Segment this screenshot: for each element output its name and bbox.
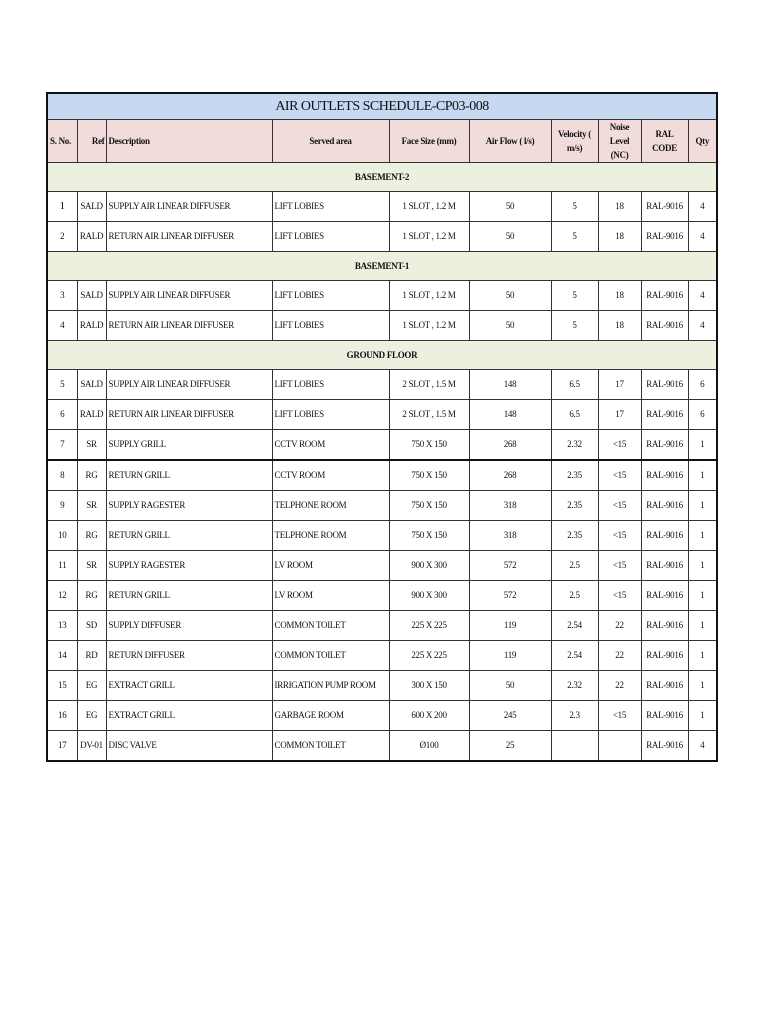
cell-description: SUPPLY AIR LINEAR DIFFUSER [106, 281, 272, 311]
cell-served-area: LIFT LOBIES [272, 222, 389, 252]
header-face-size: Face Size (mm) [389, 120, 469, 163]
cell-served-area: LIFT LOBIES [272, 192, 389, 222]
table-row [47, 370, 717, 400]
cell-ref: SALD [77, 370, 106, 400]
section-title: GROUND FLOOR [47, 341, 717, 370]
cell-noise-level: 22 [598, 671, 641, 701]
cell-description: EXTRACT GRILL [106, 701, 272, 731]
cell-ral-code: RAL-9016 [641, 491, 688, 521]
cell-description: SUPPLY AIR LINEAR DIFFUSER [106, 192, 272, 222]
cell-sno: 13 [47, 611, 77, 641]
header-served-area: Served area [272, 120, 389, 163]
header-ral-code: RAL CODE [641, 120, 688, 163]
cell-face-size: 1 SLOT , 1.2 M [389, 192, 469, 222]
cell-noise-level: 18 [598, 281, 641, 311]
cell-sno: 11 [47, 551, 77, 581]
cell-qty: 6 [688, 400, 717, 430]
cell-sno: 17 [47, 731, 77, 762]
cell-air-flow: 268 [469, 460, 551, 491]
cell-description: RETURN AIR LINEAR DIFFUSER [106, 222, 272, 252]
cell-served-area: LIFT LOBIES [272, 311, 389, 341]
cell-qty: 1 [688, 551, 717, 581]
cell-ref: RD [77, 641, 106, 671]
cell-sno: 7 [47, 430, 77, 461]
cell-served-area: TELPHONE ROOM [272, 521, 389, 551]
header-noise-level: Noise Level (NC) [598, 120, 641, 163]
cell-air-flow: 50 [469, 222, 551, 252]
cell-ral-code: RAL-9016 [641, 192, 688, 222]
table-row [47, 311, 717, 341]
cell-ral-code: RAL-9016 [641, 311, 688, 341]
cell-served-area: CCTV ROOM [272, 430, 389, 461]
table-row [47, 641, 717, 671]
cell-sno: 10 [47, 521, 77, 551]
cell-noise-level: <15 [598, 521, 641, 551]
cell-face-size: 1 SLOT , 1.2 M [389, 281, 469, 311]
table-row [47, 551, 717, 581]
cell-description: RETURN GRILL [106, 581, 272, 611]
cell-noise-level: 17 [598, 370, 641, 400]
cell-served-area: COMMON TOILET [272, 641, 389, 671]
cell-velocity: 2.3 [551, 701, 598, 731]
table-row [47, 222, 717, 252]
cell-face-size: 900 X 300 [389, 551, 469, 581]
cell-served-area: IRRIGATION PUMP ROOM [272, 671, 389, 701]
cell-velocity: 2.54 [551, 611, 598, 641]
cell-noise-level: <15 [598, 430, 641, 461]
cell-qty: 4 [688, 222, 717, 252]
cell-noise-level: <15 [598, 460, 641, 491]
section-row [47, 252, 717, 281]
cell-served-area: TELPHONE ROOM [272, 491, 389, 521]
cell-air-flow: 148 [469, 400, 551, 430]
cell-served-area: LIFT LOBIES [272, 400, 389, 430]
cell-qty: 1 [688, 521, 717, 551]
cell-served-area: LV ROOM [272, 581, 389, 611]
cell-ral-code: RAL-9016 [641, 521, 688, 551]
table-row [47, 671, 717, 701]
schedule-body [47, 163, 717, 762]
cell-face-size: 600 X 200 [389, 701, 469, 731]
cell-ref: SR [77, 491, 106, 521]
cell-face-size: 750 X 150 [389, 521, 469, 551]
table-row [47, 491, 717, 521]
cell-ref: RG [77, 581, 106, 611]
cell-qty: 1 [688, 641, 717, 671]
cell-air-flow: 50 [469, 311, 551, 341]
cell-qty: 1 [688, 581, 717, 611]
table-row [47, 281, 717, 311]
cell-velocity: 6.5 [551, 370, 598, 400]
cell-air-flow: 50 [469, 192, 551, 222]
cell-noise-level: 22 [598, 641, 641, 671]
air-outlets-schedule-sheet [46, 92, 716, 762]
table-row [47, 521, 717, 551]
cell-served-area: COMMON TOILET [272, 611, 389, 641]
cell-ref: SR [77, 430, 106, 461]
schedule-title: AIR OUTLETS SCHEDULE-CP03-008 [47, 93, 717, 120]
header-air-flow: Air Flow ( l/s) [469, 120, 551, 163]
header-sno: S. No. [47, 120, 77, 163]
cell-ref: SALD [77, 192, 106, 222]
cell-sno: 2 [47, 222, 77, 252]
cell-description: RETURN DIFFUSER [106, 641, 272, 671]
cell-qty: 1 [688, 701, 717, 731]
cell-noise-level: <15 [598, 581, 641, 611]
cell-velocity: 2.54 [551, 641, 598, 671]
cell-air-flow: 119 [469, 641, 551, 671]
cell-air-flow: 119 [469, 611, 551, 641]
header-ref: Ref [77, 120, 106, 163]
cell-air-flow: 268 [469, 430, 551, 461]
cell-sno: 5 [47, 370, 77, 400]
cell-velocity: 2.32 [551, 671, 598, 701]
cell-sno: 8 [47, 460, 77, 491]
cell-ral-code: RAL-9016 [641, 222, 688, 252]
title-row [47, 93, 717, 120]
cell-served-area: GARBAGE ROOM [272, 701, 389, 731]
cell-noise-level: <15 [598, 491, 641, 521]
cell-served-area: LIFT LOBIES [272, 281, 389, 311]
cell-ral-code: RAL-9016 [641, 701, 688, 731]
cell-air-flow: 245 [469, 701, 551, 731]
cell-ref: EG [77, 671, 106, 701]
cell-air-flow: 572 [469, 551, 551, 581]
section-row [47, 341, 717, 370]
cell-face-size: 900 X 300 [389, 581, 469, 611]
cell-velocity: 2.5 [551, 581, 598, 611]
cell-sno: 15 [47, 671, 77, 701]
cell-qty: 1 [688, 491, 717, 521]
cell-description: SUPPLY AIR LINEAR DIFFUSER [106, 370, 272, 400]
cell-noise-level: 18 [598, 311, 641, 341]
table-row [47, 460, 717, 491]
cell-qty: 1 [688, 611, 717, 641]
cell-served-area: LIFT LOBIES [272, 370, 389, 400]
cell-served-area: LV ROOM [272, 551, 389, 581]
cell-air-flow: 572 [469, 581, 551, 611]
cell-sno: 16 [47, 701, 77, 731]
cell-face-size: Ø100 [389, 731, 469, 762]
cell-face-size: 1 SLOT , 1.2 M [389, 311, 469, 341]
cell-air-flow: 50 [469, 671, 551, 701]
cell-sno: 12 [47, 581, 77, 611]
cell-qty: 4 [688, 731, 717, 762]
cell-ref: SALD [77, 281, 106, 311]
cell-ref: DV-01 [77, 731, 106, 762]
cell-noise-level [598, 731, 641, 762]
cell-ral-code: RAL-9016 [641, 611, 688, 641]
cell-noise-level: 22 [598, 611, 641, 641]
cell-face-size: 2 SLOT , 1.5 M [389, 370, 469, 400]
table-row [47, 192, 717, 222]
cell-sno: 3 [47, 281, 77, 311]
cell-ral-code: RAL-9016 [641, 731, 688, 762]
table-row [47, 430, 717, 461]
cell-qty: 4 [688, 192, 717, 222]
cell-ref: RG [77, 460, 106, 491]
cell-description: SUPPLY RAGESTER [106, 551, 272, 581]
cell-ral-code: RAL-9016 [641, 641, 688, 671]
cell-velocity: 2.5 [551, 551, 598, 581]
cell-ref: RG [77, 521, 106, 551]
cell-description: RETURN GRILL [106, 460, 272, 491]
cell-noise-level: <15 [598, 701, 641, 731]
table-row [47, 731, 717, 762]
cell-face-size: 300 X 150 [389, 671, 469, 701]
header-qty: Qty [688, 120, 717, 163]
cell-description: RETURN AIR LINEAR DIFFUSER [106, 400, 272, 430]
cell-noise-level: 18 [598, 192, 641, 222]
cell-air-flow: 318 [469, 521, 551, 551]
header-velocity: Velocity ( m/s) [551, 120, 598, 163]
cell-qty: 4 [688, 311, 717, 341]
cell-sno: 6 [47, 400, 77, 430]
cell-sno: 1 [47, 192, 77, 222]
cell-velocity: 2.35 [551, 460, 598, 491]
cell-noise-level: 18 [598, 222, 641, 252]
cell-qty: 1 [688, 671, 717, 701]
cell-velocity: 5 [551, 311, 598, 341]
cell-sno: 9 [47, 491, 77, 521]
table-row [47, 611, 717, 641]
cell-ref: RALD [77, 222, 106, 252]
cell-sno: 4 [47, 311, 77, 341]
cell-face-size: 750 X 150 [389, 430, 469, 461]
cell-ref: EG [77, 701, 106, 731]
cell-face-size: 225 X 225 [389, 611, 469, 641]
cell-description: SUPPLY DIFFUSER [106, 611, 272, 641]
cell-ral-code: RAL-9016 [641, 460, 688, 491]
cell-description: RETURN GRILL [106, 521, 272, 551]
cell-sno: 14 [47, 641, 77, 671]
cell-face-size: 750 X 150 [389, 491, 469, 521]
cell-velocity: 5 [551, 222, 598, 252]
cell-qty: 6 [688, 370, 717, 400]
cell-description: SUPPLY GRILL [106, 430, 272, 461]
schedule-table [46, 92, 718, 762]
cell-ref: SD [77, 611, 106, 641]
cell-served-area: COMMON TOILET [272, 731, 389, 762]
cell-velocity: 2.35 [551, 521, 598, 551]
header-description: Description [106, 120, 272, 163]
cell-ral-code: RAL-9016 [641, 551, 688, 581]
cell-description: DISC VALVE [106, 731, 272, 762]
cell-velocity [551, 731, 598, 762]
cell-face-size: 2 SLOT , 1.5 M [389, 400, 469, 430]
cell-noise-level: <15 [598, 551, 641, 581]
cell-description: RETURN AIR LINEAR DIFFUSER [106, 311, 272, 341]
cell-air-flow: 25 [469, 731, 551, 762]
cell-ral-code: RAL-9016 [641, 430, 688, 461]
cell-ral-code: RAL-9016 [641, 671, 688, 701]
cell-ral-code: RAL-9016 [641, 370, 688, 400]
cell-air-flow: 318 [469, 491, 551, 521]
section-title: BASEMENT-2 [47, 163, 717, 192]
section-title: BASEMENT-1 [47, 252, 717, 281]
cell-qty: 4 [688, 281, 717, 311]
cell-qty: 1 [688, 460, 717, 491]
cell-velocity: 2.35 [551, 491, 598, 521]
cell-velocity: 2.32 [551, 430, 598, 461]
cell-description: EXTRACT GRILL [106, 671, 272, 701]
cell-velocity: 5 [551, 192, 598, 222]
cell-face-size: 225 X 225 [389, 641, 469, 671]
cell-ref: RALD [77, 311, 106, 341]
table-row [47, 400, 717, 430]
cell-air-flow: 50 [469, 281, 551, 311]
cell-face-size: 1 SLOT , 1.2 M [389, 222, 469, 252]
cell-ral-code: RAL-9016 [641, 581, 688, 611]
cell-served-area: CCTV ROOM [272, 460, 389, 491]
cell-face-size: 750 X 150 [389, 460, 469, 491]
cell-velocity: 5 [551, 281, 598, 311]
cell-ref: SR [77, 551, 106, 581]
cell-noise-level: 17 [598, 400, 641, 430]
header-row [47, 120, 717, 163]
cell-air-flow: 148 [469, 370, 551, 400]
cell-velocity: 6.5 [551, 400, 598, 430]
table-row [47, 701, 717, 731]
section-row [47, 163, 717, 192]
cell-ral-code: RAL-9016 [641, 281, 688, 311]
cell-qty: 1 [688, 430, 717, 461]
table-row [47, 581, 717, 611]
cell-ral-code: RAL-9016 [641, 400, 688, 430]
cell-ref: RALD [77, 400, 106, 430]
cell-description: SUPPLY RAGESTER [106, 491, 272, 521]
